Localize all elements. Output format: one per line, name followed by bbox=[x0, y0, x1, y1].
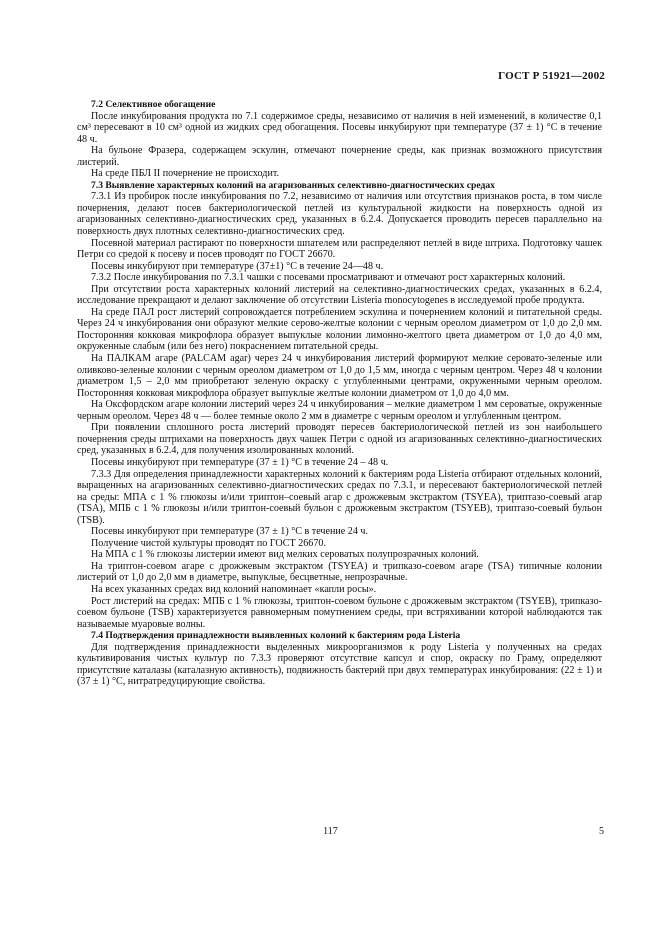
paragraph: На бульоне Фразера, содержащем эскулин, отмечают почернение среды, как признак возможного присутствия листерий. bbox=[77, 145, 602, 168]
paragraph: На среде ПБЛ II почернение не происходит. bbox=[91, 168, 280, 180]
paragraph: Для подтверждения принадлежности выделенных микроорганизмов к роду Listeria у полученных на средах культивирования чистых культур по 7.3.3 проверяют отсутствие капсул и спор, окраску по Граму, определяют присутствие каталазы (каталазную активность), подвижность бактерий при двух температурах инкубирования: (22 ± 1) и (37 ± 1) °С, нитратредуцирующие свойства. bbox=[77, 641, 602, 688]
paragraph: Получение чистой культуры проводят по ГОСТ 26670. bbox=[91, 537, 326, 549]
document-body bbox=[77, 99, 602, 688]
paragraph: На МПА с 1 % глюкозы листерии имеют вид мелких сероватых полупрозрачных колоний. bbox=[91, 549, 479, 561]
section-heading: 7.4 Подтверждения принадлежности выявленных колоний к бактериям рода Listeria bbox=[91, 630, 461, 642]
paragraph: Посевы инкубируют при температуре (37±1) °С в течение 24—48 ч. bbox=[91, 260, 384, 272]
paragraph: 7.3.2 После инкубирования по 7.3.1 чашки с посевами просматривают и отмечают рост характерных колоний. bbox=[91, 272, 566, 284]
paragraph: На ПАЛКАМ агаре (PALCAM agar) через 24 ч инкубирования листерий формируют мелкие серовато-зеленые или оливково-зеленые колонии с черным ореолом диаметром от 1,0 до 1,5 мм, иногда с черным центром. Через 48 ч колонии диаметром 1,5 – 2,0 мм приобретают зеленую окраску с углубленными центрами, окруженными черным ореолом. Посторонняя кокковая микрофлора образует выпуклые желтые колонии диаметром от 1,0 до 4,0 мм. bbox=[77, 353, 602, 399]
paragraph: При появлении сплошного роста листерий проводят пересев бактериологической петлей из зон наибольшего почернения среды штрихами на поверхность двух чашек Петри с одной из агаризованных селективно-диагностических сред, указанных в 6.2.4, для получения изолированных колоний. bbox=[77, 422, 602, 457]
paragraph: Посевной материал растирают по поверхности шпателем или распределяют петлей в виде штриха. Подготовку чашек Петри со средой к посеву и посев проводят по ГОСТ 26670. bbox=[77, 237, 602, 261]
paragraph: На среде ПАЛ рост листерий сопровождается потреблением эскулина и почернением колоний и питательной среды. Через 24 ч инкубирования они образуют мелкие серово-желтые колонии с черным ореолом диаметром от 1,0 до 2,0 мм. Посторонняя кокковая микрофлора образует выпуклые колонии лимонно-желтого цвета диаметром от 1,0 до 4,0 мм, окруженные слабым (или без него) покраснением питательной среды. bbox=[77, 306, 602, 353]
paragraph: На триптон-соевом агаре с дрожжевым экстрактом (TSYEA) и трипказо-соевом агаре (TSA) типичные колонии листерий от 1,0 до 2,0 мм в диаметре, выпуклые, бесцветные, непрозрачные. bbox=[77, 560, 602, 584]
page-number: 117 bbox=[323, 826, 338, 837]
paragraph: 7.3.3 Для определения принадлежности характерных колоний к бактериям рода Listeria отбирают отдельных колоний, выращенных на агаризованных селективно-диагностических средах по 7.3.1, и пересевают бактериологической петлей на среды: МПА с 1 % глюкозы и/или триптон–соевый агар с дрожжевым экстрактом (TSYEA), триптазо-соевый агар (TSA), МПБ с 1 % глюкозы и/или триптон-соевый бульон с дрожжевым экстрактом (TSYEB), триптазо-соевый бульон (TSB). bbox=[77, 468, 602, 526]
paragraph: После инкубирования продукта по 7.1 содержимое среды, независимо от наличия в ней изменений, в количестве 0,1 см³ пересевают в 10 см³ одной из жидких сред обогащения. Посевы инкубируют при температуре (37 ± 1) °С в течение 48 ч. bbox=[77, 110, 602, 145]
paragraph: На всех указанных средах вид колоний напоминает «капли росы». bbox=[91, 583, 377, 595]
paragraph: При отсутствии роста характерных колоний листерий на селективно-диагностических средах, указанных в 6.2.4, исследование прекращают и делают заключение об отсутствии Listeria monocytogenes в исследуемой пробе продукта. bbox=[77, 283, 602, 307]
standard-number: ГОСТ Р 51921—2002 bbox=[498, 70, 605, 82]
section-heading: 7.3 Выявление характерных колоний на агаризованных селективно-диагностических средах bbox=[91, 179, 495, 191]
paragraph: Посевы инкубируют при температуре (37 ± 1) °С в течение 24 ч. bbox=[91, 526, 369, 538]
sheet-number: 5 bbox=[599, 826, 604, 837]
paragraph: Рост листерий на средах: МПБ с 1 % глюкозы, триптон-соевом бульоне с дрожжевым экстрактом (TSYEB), трипказо-соевом бульоне (TSB) характеризуется равномерным помутнением среды, при встряхивании которой наблюдаются так называемые муаровые волны. bbox=[77, 595, 602, 630]
paragraph: На Оксфордском агаре колонии листерий через 24 ч инкубирования – мелкие диаметром 1 мм сероватые, окруженные черным ореолом. Через 48 ч — более темные около 2 мм в диаметре с черным ореолом и углубленным центром. bbox=[77, 399, 602, 422]
paragraph: 7.3.1 Из пробирок после инкубирования по 7.2, независимо от наличия или отсутствия признаков роста, в том числе почернения, делают посев бактериологической петлей из культуральной жидкости на поверхность одной из агаризованных селективно-диагностических сред, указанных в 6.2.4. Допускается проводить пересев параллельно на поверхность двух плотных селективно-диагностических сред. bbox=[77, 191, 602, 238]
section-heading: 7.2 Селективное обогащение bbox=[91, 99, 216, 110]
paragraph: Посевы инкубируют при температуре (37 ± 1) °С в течение 24 – 48 ч. bbox=[91, 456, 389, 468]
